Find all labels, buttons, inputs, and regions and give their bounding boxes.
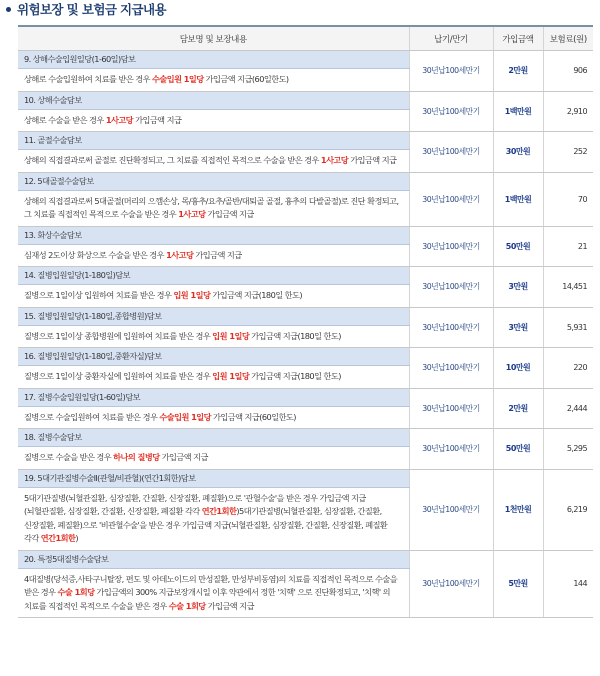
highlight-text: 1사고당	[178, 209, 206, 219]
coverage-amount: 3만원	[493, 307, 543, 348]
coverage-description	[18, 244, 409, 267]
header-amount: 가입금액	[493, 26, 543, 51]
description-text: 가입금액 지급(60일한도)	[210, 411, 296, 422]
coverage-name: 16. 질병입원일당(1-180일,중환자실)담보	[18, 348, 409, 366]
coverage-premium: 2,910	[543, 91, 593, 132]
description-text: 4대질병(당석증,사타구니탈장, 편도 및 아데노이드의 만성질환, 만성부비동염)의 치료를 직접적인 목적으로 수술을 받은 경우	[24, 573, 398, 597]
description-text: 질병으로 1일이상 입원하여 치료를 받은 경우	[24, 290, 174, 300]
highlight-text: 1사고당	[105, 114, 134, 125]
description-text: )5대기관질병(뇌혈관질환, 심장질환, 간질환, 신장질환, 폐질환)으로 '비관혈수술'을 받은 경우 가입금액 지급(뇌혈관질환, 심장질환, 간질환, 신장질환, 폐질환 각각	[24, 506, 388, 543]
header-coverage: 담보명 및 보장내용	[18, 26, 409, 51]
coverage-premium: 906	[543, 51, 593, 92]
description-text: 가입금액 지급(60일한도)	[203, 74, 289, 84]
description-text: )	[75, 533, 79, 543]
coverage-amount: 1백만원	[493, 172, 543, 226]
coverage-period: 30년납100세만기	[409, 267, 493, 308]
coverage-amount: 50만원	[493, 226, 543, 267]
coverage-premium: 6,219	[543, 469, 593, 550]
coverage-name-row	[18, 348, 593, 366]
header-period: 납기/만기	[409, 26, 493, 51]
coverage-name: 12. 5대골절수술담보	[18, 172, 409, 190]
coverage-table	[18, 25, 593, 618]
coverage-amount: 2만원	[493, 51, 543, 92]
coverage-amount: 5만원	[493, 550, 543, 618]
description-text: 상해의 직접결과로써 골절로 진단확정되고, 그 치료를 직접적인 목적으로 수술을 받은 경우	[24, 155, 321, 165]
coverage-name-row	[18, 429, 593, 447]
coverage-name: 19. 5대기관질병수술Ⅱ(관혈/비관혈)(연간1회한)담보	[18, 469, 409, 487]
description-text: 질병으로 수술입원하여 치료를 받은 경우	[24, 411, 160, 422]
coverage-period: 30년납100세만기	[409, 91, 493, 132]
description-text: 5대기관질병(뇌혈관질환, 심장질환, 간질환, 신장질환, 폐질환)으로 '관혈수술'을 받은 경우 가입금액 지급(뇌혈관질환, 심장질환, 간질환, 신장질환, 폐질환 각각	[24, 492, 366, 516]
coverage-period: 30년납100세만기	[409, 51, 493, 92]
highlight-text: 1사고당	[166, 249, 194, 260]
coverage-name: 13. 화상수술담보	[18, 226, 409, 244]
section-title-text: 위험보장 및 보험금 지급내용	[17, 2, 166, 17]
description-text: 심재성 2도이상 화상으로 수술을 받은 경우	[24, 249, 167, 260]
description-text: 가입금액 지급	[133, 114, 182, 125]
coverage-description	[18, 150, 409, 173]
coverage-description	[18, 285, 409, 308]
highlight-text: 수술입원 1일당	[159, 411, 211, 422]
highlight-text: 수술 1회당	[168, 600, 206, 611]
description-text: 가입금액 지급	[193, 249, 242, 260]
highlight-text: 연간1회한	[40, 533, 76, 543]
description-text: 가입금액의 300% 지급보장개시일 이후 약관에서 정한 '치핵' 으로 진단확정되고, '치핵' 의 치료를 직접적인 목적으로 수술을 받은 경우	[24, 587, 390, 611]
coverage-period: 30년납100세만기	[409, 172, 493, 226]
description-text: 질병으로 1일이상 종합병원에 입원하여 치료를 받은 경우	[24, 330, 213, 341]
highlight-text: 수술입원 1일당	[152, 74, 204, 84]
coverage-description	[18, 568, 409, 618]
coverage-premium: 5,931	[543, 307, 593, 348]
coverage-period: 30년납100세만기	[409, 307, 493, 348]
coverage-name: 18. 질병수술담보	[18, 429, 409, 447]
table-body	[18, 51, 593, 618]
coverage-name-row	[18, 132, 593, 150]
coverage-name: 14. 질병입원일당(1-180일)담보	[18, 267, 409, 285]
coverage-name: 11. 골절수술담보	[18, 132, 409, 150]
highlight-text: 입원 1일당	[212, 371, 250, 381]
description-text: 가입금액 지급(180일 한도)	[249, 330, 341, 341]
coverage-description	[18, 447, 409, 470]
coverage-name-row	[18, 388, 593, 406]
coverage-period: 30년납100세만기	[409, 348, 493, 389]
coverage-amount: 2만원	[493, 388, 543, 429]
coverage-amount: 3만원	[493, 267, 543, 308]
coverage-name-row	[18, 469, 593, 487]
coverage-description	[18, 190, 409, 226]
coverage-amount: 50만원	[493, 429, 543, 470]
highlight-text: 수술 1회당	[57, 587, 95, 597]
coverage-amount: 30만원	[493, 132, 543, 173]
coverage-description	[18, 69, 409, 92]
description-text: 가입금액 지급	[205, 600, 254, 611]
coverage-premium: 14,451	[543, 267, 593, 308]
description-text: 상해로 수술을 받은 경우	[24, 114, 106, 125]
coverage-name-row	[18, 267, 593, 285]
coverage-description	[18, 406, 409, 429]
table-header-row	[18, 26, 593, 51]
section-title	[4, 0, 166, 20]
description-text: 상해의 직접결과로써 5대골절(머리의 으깸손상, 목/흉추/요추/골반/대퇴골 골절, 흉추의 다발골절)로 진단 확정되고, 그 치료를 직접적인 목적으로 수술을 받은 경우	[24, 195, 399, 219]
coverage-period: 30년납100세만기	[409, 550, 493, 618]
coverage-name: 15. 질병입원일당(1-180일,종합병원)담보	[18, 307, 409, 325]
header-premium: 보험료(원)	[543, 26, 593, 51]
coverage-description	[18, 366, 409, 389]
coverage-description	[18, 109, 409, 132]
coverage-period: 30년납100세만기	[409, 226, 493, 267]
coverage-premium: 21	[543, 226, 593, 267]
coverage-period: 30년납100세만기	[409, 469, 493, 550]
bullet-icon	[6, 7, 11, 12]
coverage-period: 30년납100세만기	[409, 388, 493, 429]
coverage-name: 20. 특정5대질병수술담보	[18, 550, 409, 568]
coverage-name-row	[18, 226, 593, 244]
coverage-amount: 10만원	[493, 348, 543, 389]
coverage-premium: 252	[543, 132, 593, 173]
coverage-name-row	[18, 51, 593, 69]
coverage-description	[18, 487, 409, 550]
coverage-name-row	[18, 91, 593, 109]
coverage-period: 30년납100세만기	[409, 132, 493, 173]
coverage-period: 30년납100세만기	[409, 429, 493, 470]
coverage-name: 10. 상해수술담보	[18, 91, 409, 109]
coverage-premium: 220	[543, 348, 593, 389]
coverage-premium: 2,444	[543, 388, 593, 429]
highlight-text: 입원 1일당	[212, 330, 250, 341]
highlight-text: 하나의 질병당	[113, 452, 160, 462]
coverage-amount: 1백만원	[493, 91, 543, 132]
description-text: 질병으로 수술을 받은 경우	[24, 452, 114, 462]
coverage-name: 9. 상해수술입원일당(1-60일)담보	[18, 51, 409, 69]
coverage-premium: 144	[543, 550, 593, 618]
coverage-name-row	[18, 307, 593, 325]
coverage-name-row	[18, 550, 593, 568]
highlight-text: 연간1회한	[201, 506, 237, 516]
description-text: 가입금액 지급(180일 한도)	[210, 290, 302, 300]
description-text: 가입금액 지급	[159, 452, 208, 462]
description-text: 질병으로 1일이상 중환자실에 입원하여 치료를 받은 경우	[24, 371, 213, 381]
coverage-premium: 70	[543, 172, 593, 226]
coverage-name: 17. 질병수술입원일당(1-60일)담보	[18, 388, 409, 406]
coverage-description	[18, 325, 409, 348]
highlight-text: 1사고당	[320, 155, 349, 165]
coverage-amount: 1천만원	[493, 469, 543, 550]
coverage-name-row	[18, 172, 593, 190]
highlight-text: 입원 1일당	[173, 290, 211, 300]
description-text: 상해로 수술입원하여 치료를 받은 경우	[24, 74, 153, 84]
description-text: 가입금액 지급(180일 한도)	[249, 371, 341, 381]
description-text: 가입금액 지급	[348, 155, 397, 165]
coverage-premium: 5,295	[543, 429, 593, 470]
description-text: 가입금액 지급	[205, 209, 254, 219]
